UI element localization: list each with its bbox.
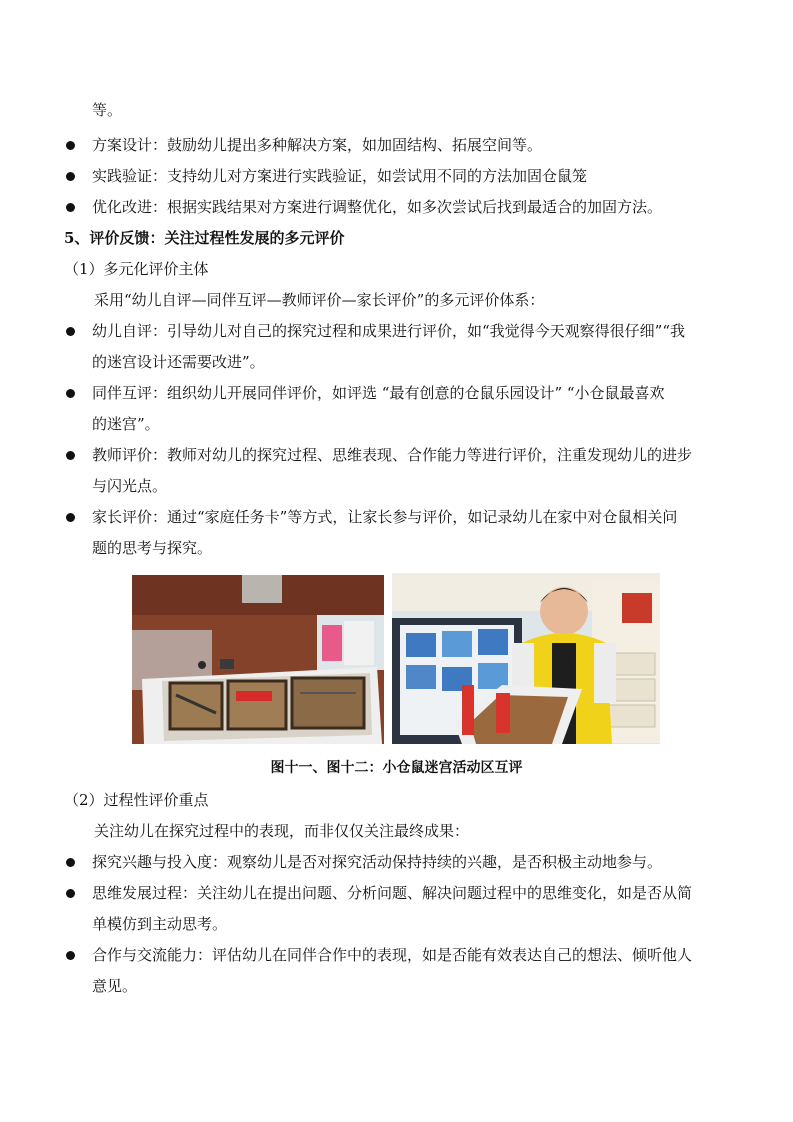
bullet-icon — [66, 451, 75, 460]
subsection-heading: （2）过程性评价重点 — [64, 791, 209, 809]
bullet-item: 合作与交流能力：评估幼儿在同伴合作中的表现，如是否能有效表达自己的想法、倾听他人 — [92, 946, 693, 964]
child-activity-photo-illustration — [392, 573, 660, 744]
bullet-item-continued: 的迷宫设计还需要改进”。 — [92, 353, 265, 371]
section-heading: 5、评价反馈：关注过程性发展的多元评价 — [64, 229, 345, 247]
bullet-item: 方案设计：鼓励幼儿提出多种解决方案，如加固结构、拓展空间等。 — [92, 136, 543, 154]
bullet-icon — [66, 858, 75, 867]
paragraph: 关注幼儿在探究过程中的表现，而非仅仅关注最终成果： — [94, 822, 470, 840]
bullet-icon — [66, 951, 75, 960]
bullet-item: 教师评价：教师对幼儿的探究过程、思维表现、合作能力等进行评价，注重发现幼儿的进步 — [92, 446, 693, 464]
bullet-icon — [66, 513, 75, 522]
bullet-item: 幼儿自评：引导幼儿对自己的探究过程和成果进行评价，如“我觉得今天观察得很仔细”“我 — [92, 322, 686, 340]
bullet-item: 同伴互评：组织幼儿开展同伴评价，如评选 “最有创意的仓鼠乐园设计” “小仓鼠最喜欢 — [92, 384, 665, 402]
bullet-item: 探究兴趣与投入度：观察幼儿是否对探究活动保持持续的兴趣，是否积极主动地参与。 — [92, 853, 663, 871]
bullet-icon — [66, 327, 75, 336]
bullet-item: 家长评价：通过“家庭任务卡”等方式，让家长参与评价，如记录幼儿在家中对仓鼠相关问 — [92, 508, 678, 526]
subsection-heading: （1）多元化评价主体 — [64, 260, 209, 278]
bullet-item: 实践验证：支持幼儿对方案进行实践验证，如尝试用不同的方法加固仓鼠笼 — [92, 167, 588, 185]
bullet-item-continued: 的迷宫”。 — [92, 415, 160, 433]
bullet-icon — [66, 889, 75, 898]
maze-box-photo-illustration — [132, 575, 384, 744]
bullet-item: 优化改进：根据实践结果对方案进行调整优化，如多次尝试后找到最适合的加固方法。 — [92, 198, 663, 216]
bullet-item-continued: 单模仿到主动思考。 — [92, 915, 228, 933]
bullet-item: 思维发展过程：关注幼儿在提出问题、分析问题、解决问题过程中的思维变化，如是否从简 — [92, 884, 693, 902]
maze-box-photo — [132, 575, 384, 744]
paragraph: 采用“幼儿自评—同伴互评—教师评价—家长评价”的多元评价体系： — [94, 291, 545, 309]
bullet-item-continued: 与闪光点。 — [92, 477, 168, 495]
bullet-item-continued: 题的思考与探究。 — [92, 539, 213, 557]
bullet-icon — [66, 389, 75, 398]
bullet-icon — [66, 141, 75, 150]
bullet-item-continued: 意见。 — [92, 977, 138, 995]
bullet-icon — [66, 203, 75, 212]
bullet-icon — [66, 172, 75, 181]
figure-caption: 图十一、图十二：小仓鼠迷宫活动区互评 — [270, 760, 523, 776]
text-line: 等。 — [92, 101, 123, 119]
child-activity-photo — [392, 573, 660, 744]
